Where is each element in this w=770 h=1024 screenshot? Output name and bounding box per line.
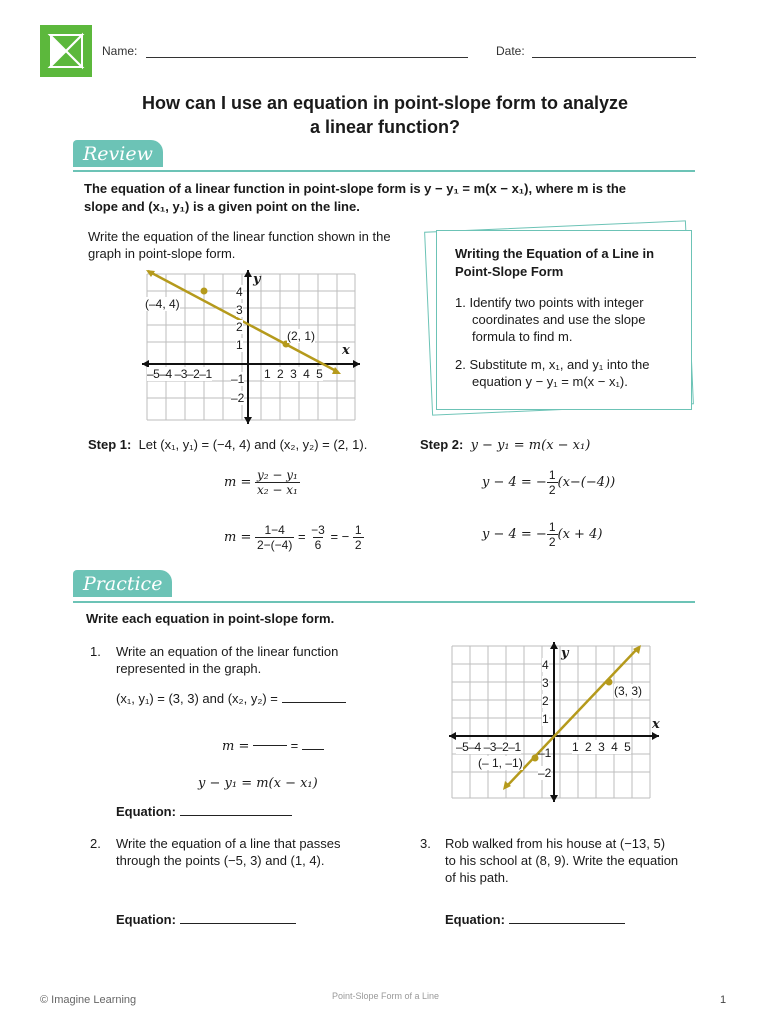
slope-formula bbox=[224, 468, 300, 497]
review-graph bbox=[138, 268, 364, 426]
review-x-tick: –4 bbox=[159, 367, 172, 381]
step2-text: y − y₁ = m(x − x₁) bbox=[470, 438, 591, 453]
review-intro-line1: The equation of a linear function in point-slope form is y − y₁ = m(x − x₁), where m is the bbox=[84, 181, 627, 196]
review-x-label: x bbox=[342, 343, 350, 358]
q1-equation-label: Equation: bbox=[116, 804, 176, 819]
practice-y-tick: –1 bbox=[538, 746, 552, 760]
step2-line2-right: (x + 4) bbox=[557, 526, 603, 542]
q1-text-line1: Write an equation of the linear function bbox=[116, 644, 339, 659]
footer-copyright: © Imagine Learning bbox=[40, 994, 137, 1006]
practice-point-1 bbox=[606, 679, 613, 686]
practice-point2-label: (– 1, –1) bbox=[478, 756, 523, 770]
review-y-tick: 4 bbox=[236, 285, 243, 299]
practice-x-tick: –1 bbox=[508, 740, 521, 754]
page-title bbox=[60, 91, 710, 139]
slope-calc-num2: −3 bbox=[311, 523, 325, 537]
q2-number: 2. bbox=[90, 836, 101, 851]
step2-den: 2 bbox=[548, 483, 556, 497]
q3-equation bbox=[445, 911, 625, 929]
title-line-2: a linear function? bbox=[309, 117, 460, 137]
step2-num: 1 bbox=[548, 468, 556, 482]
date-field[interactable] bbox=[532, 57, 696, 58]
q1-slope-fraction-blank[interactable] bbox=[253, 745, 287, 746]
practice-x-tick: –3 bbox=[483, 740, 496, 754]
step2-den: 2 bbox=[548, 535, 556, 549]
practice-x-tick: 2 bbox=[585, 740, 592, 754]
footer-title: Point-Slope Form of a Line bbox=[332, 991, 440, 1001]
review-rule bbox=[73, 170, 695, 172]
step2-label: Step 2: bbox=[420, 437, 464, 452]
practice-x-ticks-neg bbox=[456, 740, 521, 754]
review-x-tick: –5 bbox=[147, 367, 160, 381]
slope-calc-den3: 2 bbox=[354, 538, 362, 552]
name-label: Name: bbox=[102, 44, 138, 58]
q1-points bbox=[116, 690, 346, 707]
practice-x-tick: 1 bbox=[572, 740, 579, 754]
review-y-tick: 2 bbox=[236, 320, 243, 334]
review-x-ticks-pos bbox=[264, 367, 323, 381]
review-point2-label: (2, 1) bbox=[287, 329, 316, 343]
page-number: 1 bbox=[720, 994, 727, 1006]
q2-text-line2: through the points (−5, 3) and (1, 4). bbox=[116, 853, 325, 868]
step1 bbox=[88, 437, 367, 452]
review-x-tick: 3 bbox=[290, 367, 297, 381]
q1-equation-blank[interactable] bbox=[180, 815, 292, 816]
slope-m-label: m = bbox=[224, 474, 252, 490]
practice-graph bbox=[449, 642, 667, 802]
slope-calc: m = $\frac{1-4}{2-(-4)}$ = $\frac{-3}{6}$ = − $\frac{1}{2}$ bbox=[224, 523, 362, 552]
q1-points-text: (x₁, y₁) = (3, 3) and (x₂, y₂) = bbox=[116, 691, 278, 706]
review-y-tick: 3 bbox=[236, 303, 243, 317]
q1-equation bbox=[116, 803, 292, 821]
practice-x-tick: 4 bbox=[611, 740, 618, 754]
review-grid bbox=[147, 274, 355, 420]
practice-rule bbox=[73, 601, 695, 603]
step2-line2-left: y − 4 = − bbox=[482, 526, 547, 542]
q3-equation-label: Equation: bbox=[445, 912, 505, 927]
q1-number: 1. bbox=[90, 644, 101, 659]
review-x-tick: –3 bbox=[174, 367, 187, 381]
step1-text: Let (x₁, y₁) = (−4, 4) and (x₂, y₂) = (2, 1). bbox=[138, 437, 368, 452]
q3-text-line1: Rob walked from his house at (−13, 5) bbox=[445, 836, 666, 851]
q3-equation-blank[interactable] bbox=[509, 923, 625, 924]
q1-slope-result-blank[interactable] bbox=[302, 749, 324, 750]
practice-point1-label: (3, 3) bbox=[614, 684, 643, 698]
card-title-line2: Point-Slope Form bbox=[455, 264, 564, 279]
q2-equation-blank[interactable] bbox=[180, 923, 296, 924]
q1-slope: m = = bbox=[222, 737, 324, 755]
slope-formula-num: y₂ − y₁ bbox=[256, 468, 298, 482]
q2-equation bbox=[116, 911, 296, 929]
q2-text bbox=[116, 835, 396, 869]
title-line-1: How can I use an equation in point-slope form to analyze bbox=[141, 93, 629, 113]
review-x-ticks-neg bbox=[147, 367, 212, 381]
q1-text-line2: represented in the graph. bbox=[116, 661, 262, 676]
logo bbox=[40, 25, 92, 77]
step2-line1-right: (x−(−4)) bbox=[557, 474, 616, 490]
review-x-tick: –1 bbox=[199, 367, 212, 381]
practice-x-tick: –2 bbox=[495, 740, 509, 754]
practice-y-tick: –2 bbox=[538, 766, 552, 780]
review-y-label: y bbox=[253, 272, 261, 287]
practice-y-tick: 1 bbox=[542, 712, 549, 726]
review-line bbox=[148, 271, 338, 372]
slope-calc-den2: 6 bbox=[314, 538, 322, 552]
card-title-line1: Writing the Equation of a Line in bbox=[455, 246, 655, 261]
q3-number: 3. bbox=[420, 836, 431, 851]
method-card bbox=[436, 230, 692, 410]
review-x-tick: 5 bbox=[316, 367, 323, 381]
step2 bbox=[420, 437, 590, 453]
slope-calc-num: 1−4 bbox=[264, 523, 285, 537]
practice-y-label: y bbox=[561, 646, 569, 661]
step2-line1-left: y − 4 = − bbox=[482, 474, 547, 490]
card-title bbox=[455, 245, 675, 281]
review-y-tick: 1 bbox=[236, 338, 243, 352]
review-intro bbox=[84, 180, 704, 216]
logo-mark-icon bbox=[40, 25, 92, 77]
review-x-tick: 4 bbox=[303, 367, 310, 381]
step1-label: Step 1: bbox=[88, 437, 132, 452]
name-field[interactable] bbox=[146, 57, 468, 58]
date-label: Date: bbox=[496, 44, 525, 58]
practice-y-tick: 3 bbox=[542, 676, 549, 690]
q2-equation-label: Equation: bbox=[116, 912, 176, 927]
practice-y-tick: 2 bbox=[542, 694, 549, 708]
practice-x-tick: –4 bbox=[468, 740, 481, 754]
review-intro-line2: slope and (x₁, y₁) is a given point on the line. bbox=[84, 199, 360, 214]
q2-text-line1: Write the equation of a line that passes bbox=[116, 836, 341, 851]
review-tab: Review bbox=[73, 140, 163, 167]
q3-text-line2: to his school at (8, 9). Write the equation bbox=[445, 853, 679, 868]
step2-num: 1 bbox=[548, 520, 556, 534]
step2-line1 bbox=[482, 468, 615, 497]
review-y-tick: –2 bbox=[231, 391, 245, 405]
practice-x-tick: 5 bbox=[624, 740, 631, 754]
card-step-2: 2. Substitute m, x₁, and y₁ into the equation y − y₁ = m(x − x₁). bbox=[455, 357, 650, 389]
q1-point2-blank[interactable] bbox=[282, 702, 346, 703]
review-prompt: Write the equation of the linear function shown in the graph in point-slope form. bbox=[88, 229, 391, 261]
review-y-tick: –1 bbox=[231, 372, 245, 386]
card-step-1: 1. Identify two points with integer coordinates and use the slope formula to find m. bbox=[455, 295, 646, 344]
review-axes bbox=[142, 270, 360, 424]
review-x-tick: –2 bbox=[186, 367, 200, 381]
practice-x-tick: –5 bbox=[456, 740, 469, 754]
q3-text bbox=[445, 835, 715, 886]
practice-x-label: x bbox=[652, 717, 660, 732]
slope-calc-num3: 1 bbox=[354, 523, 362, 537]
practice-tab: Practice bbox=[73, 570, 172, 597]
practice-instructions: Write each equation in point-slope form. bbox=[86, 611, 335, 626]
review-point1-label: (–4, 4) bbox=[145, 297, 180, 311]
q1-text bbox=[116, 643, 386, 677]
q3-text-line3: of his path. bbox=[445, 870, 509, 885]
review-x-tick: 2 bbox=[277, 367, 284, 381]
slope-m-label: m = bbox=[224, 529, 252, 545]
review-point-1 bbox=[201, 288, 208, 295]
q1-m-label: m = bbox=[222, 739, 250, 754]
q1-pointslope: y − y₁ = m(x − x₁) bbox=[198, 776, 318, 791]
step2-line2 bbox=[482, 520, 602, 549]
review-x-tick: 1 bbox=[264, 367, 271, 381]
practice-y-tick: 4 bbox=[542, 658, 549, 672]
practice-x-tick: 3 bbox=[598, 740, 605, 754]
slope-calc-den: 2−(−4) bbox=[256, 538, 293, 552]
x-arrow-icon bbox=[652, 732, 659, 740]
practice-x-ticks-pos bbox=[572, 740, 631, 754]
x-arrow-icon bbox=[353, 360, 360, 368]
slope-formula-den: x₂ − x₁ bbox=[257, 483, 298, 497]
